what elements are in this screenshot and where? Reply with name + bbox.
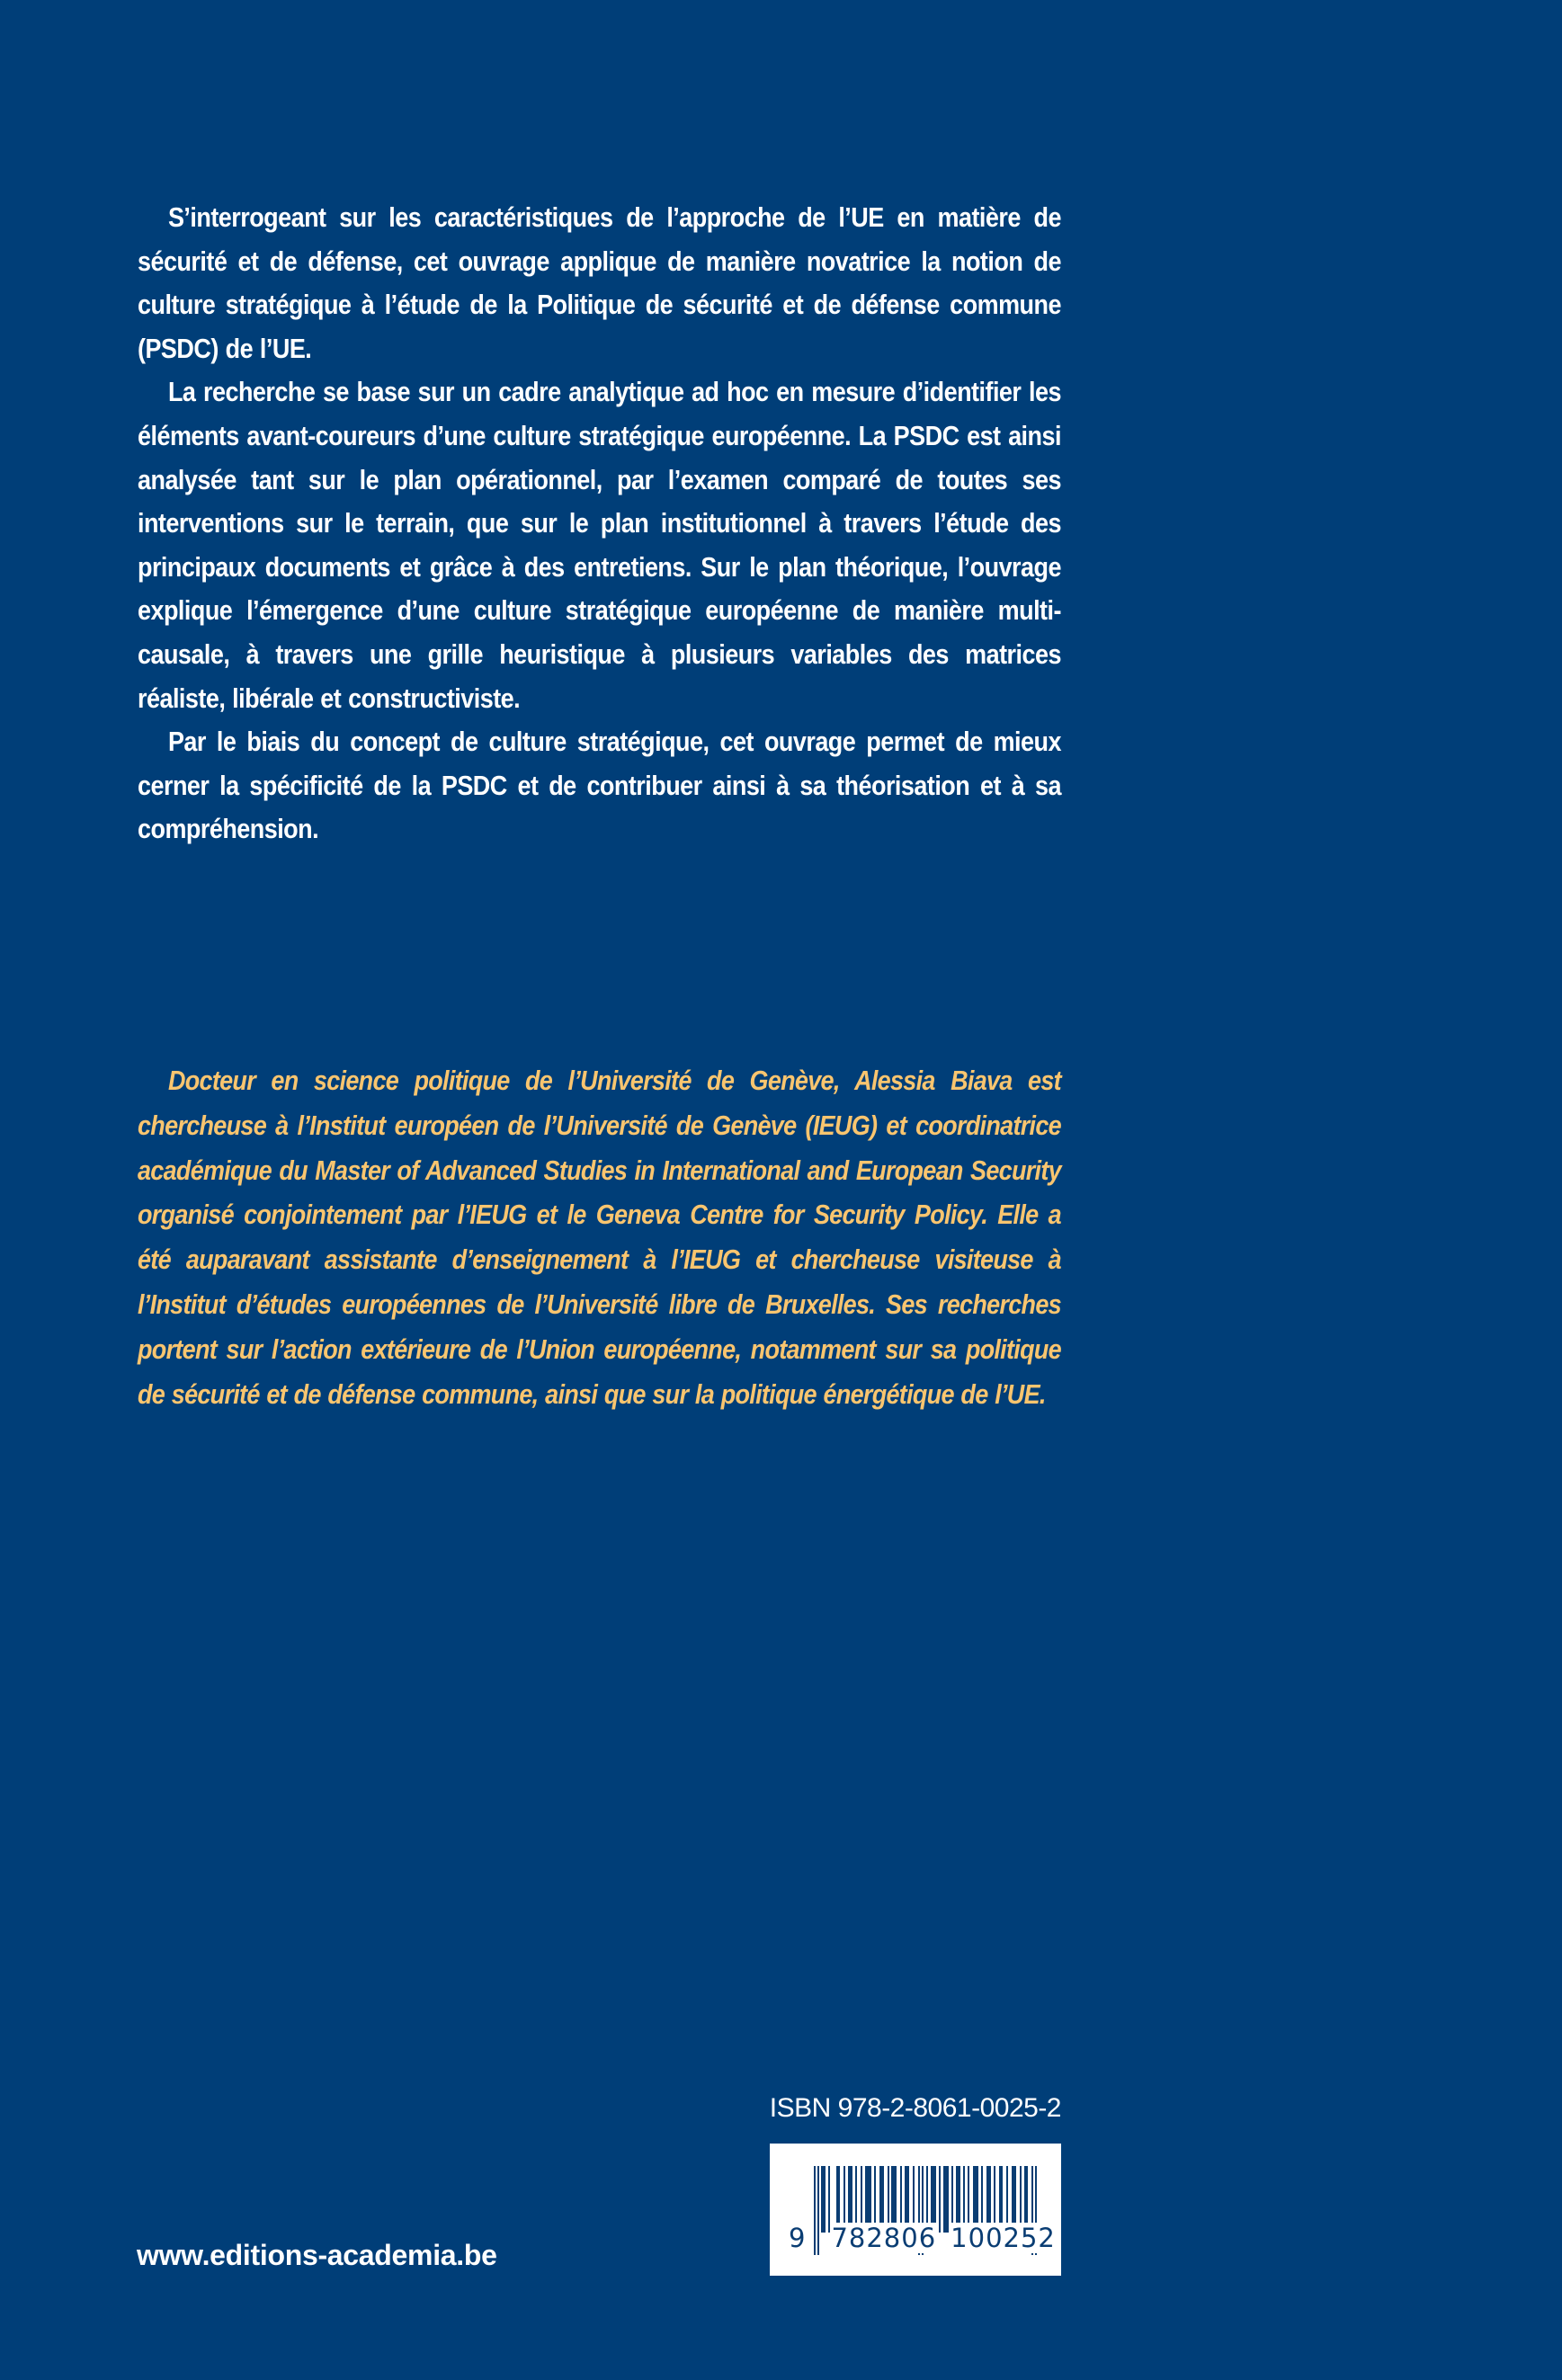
book-summary: [138, 196, 1061, 851]
barcode-left-group: 782806: [831, 2223, 937, 2253]
isbn-label: ISBN 978-2-8061-0025-2: [769, 2093, 1061, 2123]
barcode-lead-digit: 9: [789, 2223, 807, 2253]
summary-paragraph: S’interrogeant sur les caractéristiques de l’approche de l’UE en matière de sécurité et de défense, cet ouvrage applique de manière novatrice la notion de culture stratégique à l’étude de la Politique de sécurité et de défense commune (PSDC) de l’UE.: [138, 201, 1061, 364]
barcode-right-group: 100252: [951, 2223, 1056, 2253]
summary-paragraph: La recherche se base sur un cadre analytique ad hoc en mesure d’identifier les éléments avant-coureurs d’une culture stratégique européenne. La PSDC est ainsi analysée tant sur le plan opérationnel, par l’examen comparé de toutes ses interventions sur le terrain, que sur le plan institutionnel à travers l’étude des principaux documents et grâce à des entretiens. Sur le plan théorique, l’ouvrage explique l’émergence d’une culture stratégique européenne de manière multi-causale, à travers une grille heuristique à plusieurs variables des matrices réaliste, libérale et constructiviste.: [138, 376, 1061, 714]
author-bio-text: Docteur en science politique de l’Université de Genève, Alessia Biava est chercheuse à l’Institut européen de l’Université de Genève (IEUG) et coordinatrice académique du Master of Advanced Studies in International and European Security organisé conjointement par l’IEUG et le Geneva Centre for Security Policy. Elle a été auparavant assistante d’enseignement à l’IEUG et chercheuse visiteuse à l’Institut d’études européennes de l’Université libre de Bruxelles. Ses recherches portent sur l’action extérieure de l’Union européenne, notamment sur sa politique de sécurité et de défense commune, ainsi que sur la politique énergétique de l’UE.: [138, 1065, 1061, 1410]
author-bio: [138, 1058, 1061, 1416]
barcode: [770, 2144, 1061, 2276]
publisher-website-link[interactable]: www.editions-academia.be: [137, 2239, 497, 2271]
summary-paragraph: Par le biais du concept de culture stratégique, cet ouvrage permet de mieux cerner la spécificité de la PSDC et de contribuer ainsi à sa théorisation et à sa compréhension.: [138, 726, 1061, 845]
barcode-digits: [788, 2223, 1057, 2253]
